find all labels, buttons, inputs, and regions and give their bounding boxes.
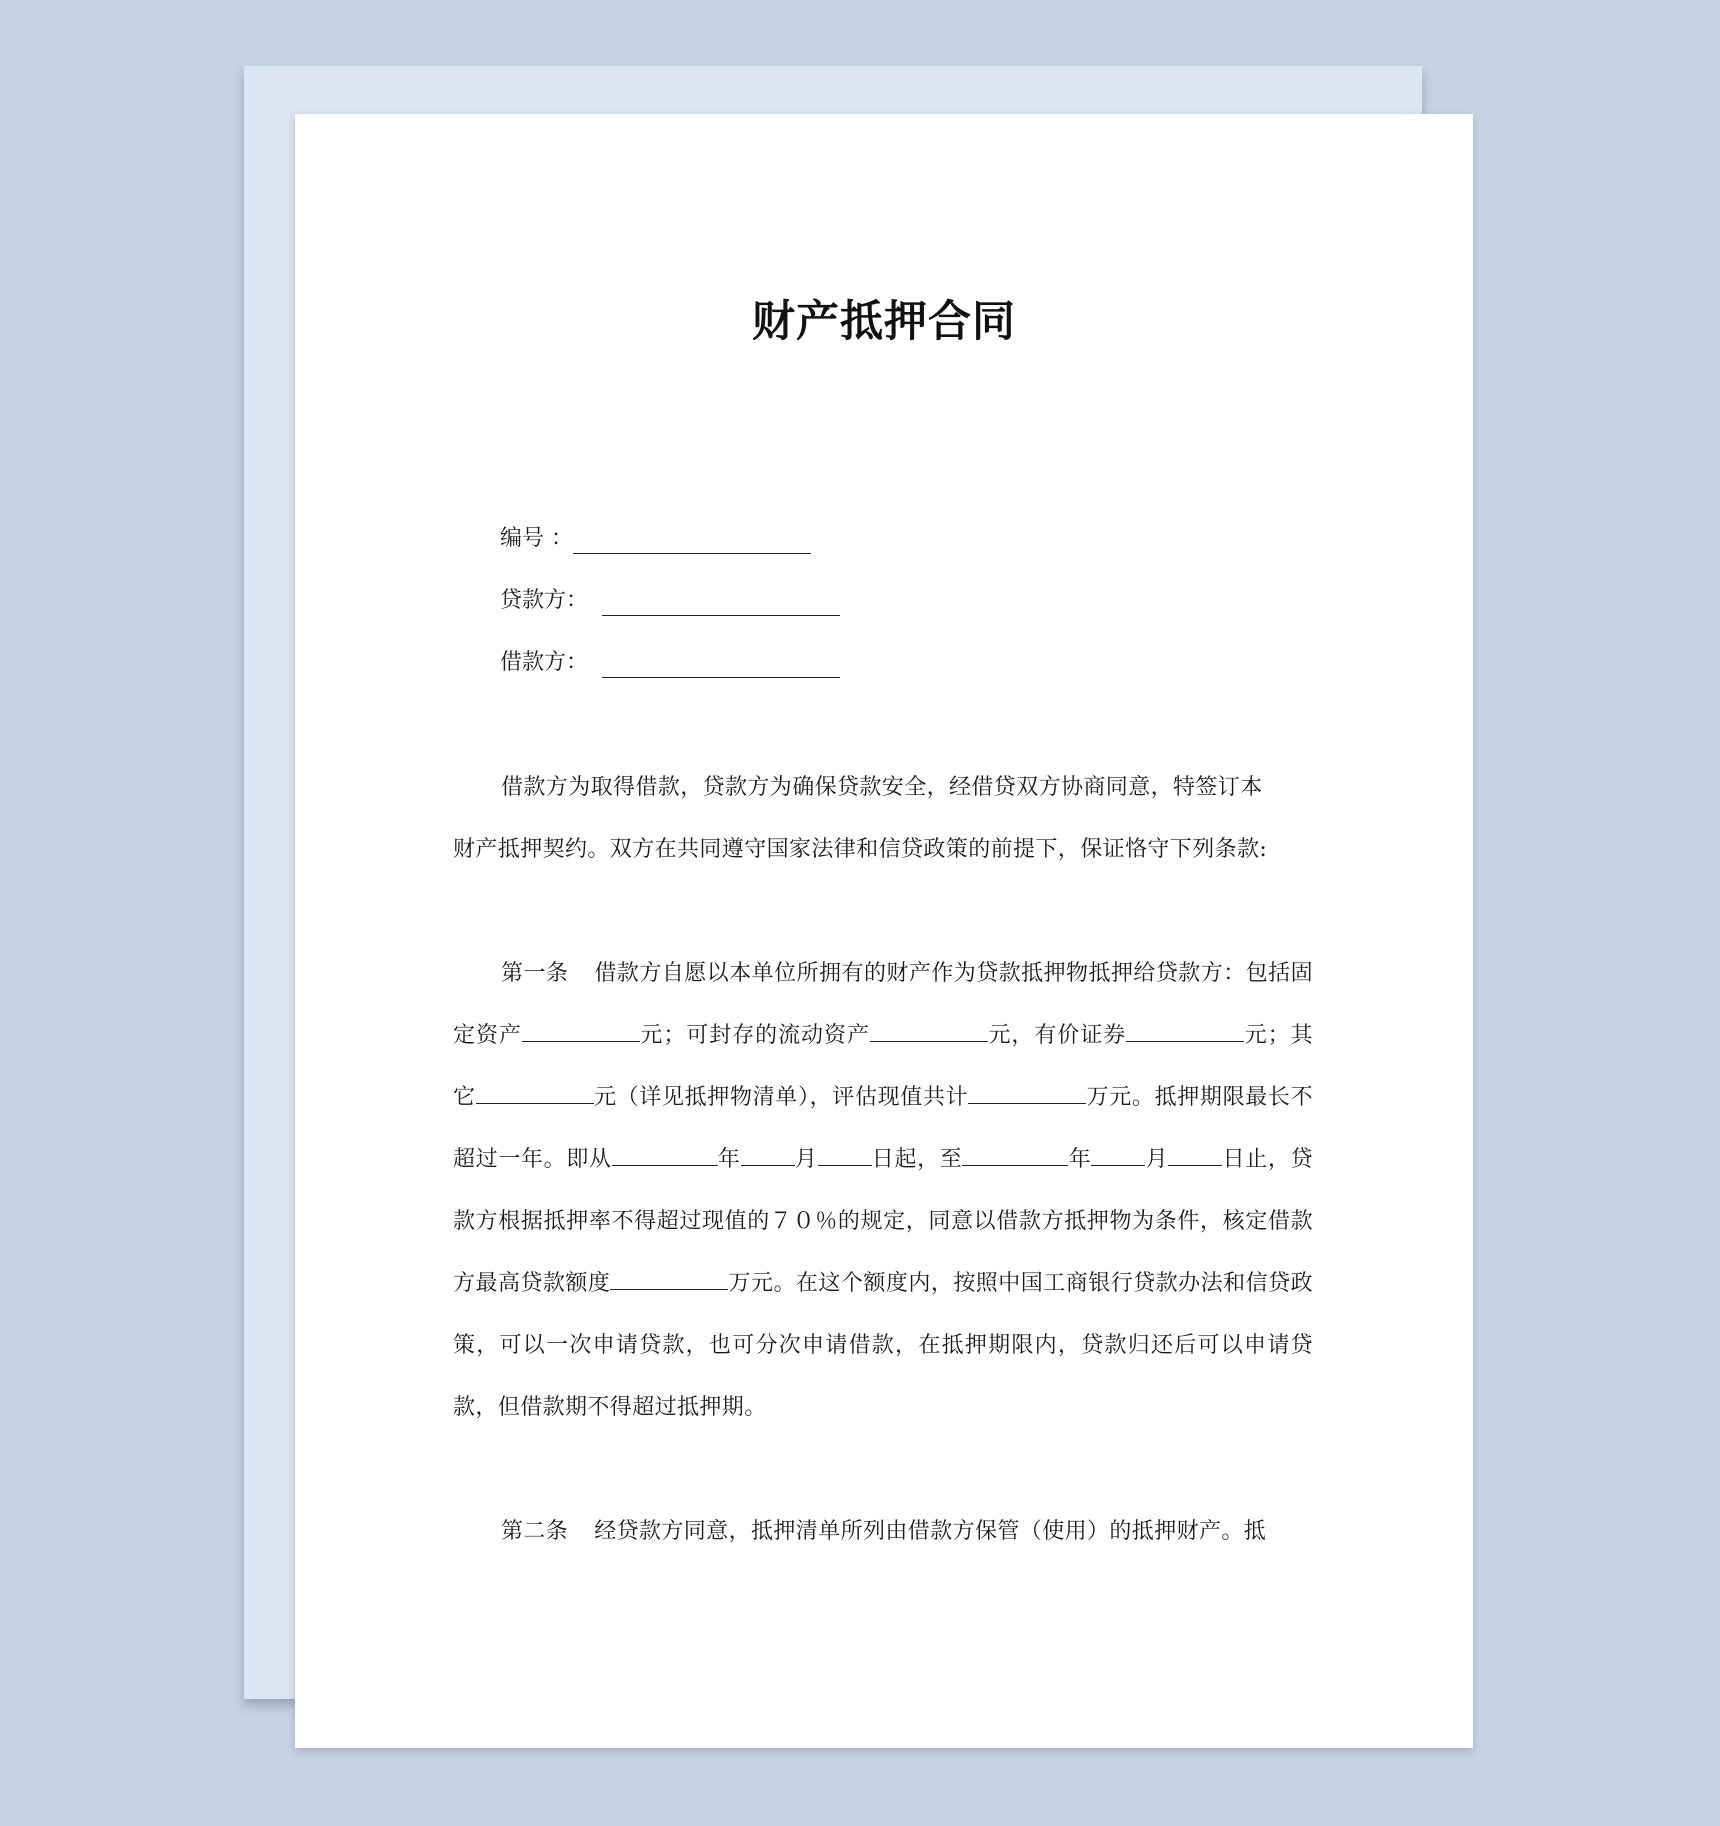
contract-number-field	[500, 524, 811, 554]
article-1-text-13: 万元。在这个额度内，按照中国工商银行贷款办法和信贷政策，可以一次申请贷款，也可分次申请借款，在抵押期限内，贷款归还后可以申请贷款，但借款期不得超过抵押期。	[453, 1271, 1313, 1420]
article-1-text-3: 元，有价证券	[987, 1023, 1127, 1048]
article-1-text-10: 年	[1068, 1147, 1092, 1172]
lender-blank	[602, 587, 840, 616]
lender-field	[500, 586, 840, 616]
article-2-heading: 第二条	[501, 1519, 569, 1544]
article-2-paragraph	[453, 1501, 1313, 1563]
article-1-text-9: 日起，至	[871, 1147, 963, 1172]
article-1-text-12: 日止，贷款方根据抵押率不得超过现值的７０％的规定，同意以借款方抵押物为条件，核定借款方最高贷款额度	[453, 1147, 1313, 1296]
article-1-text-6: 万元。抵押期限最长不超过一年。即从	[453, 1085, 1313, 1172]
article-1-text-7: 年	[717, 1147, 741, 1172]
securities-blank	[1126, 1017, 1244, 1042]
article-1-paragraph	[453, 943, 1313, 1439]
article-1-heading: 第一条	[501, 961, 569, 986]
preamble-line-1: 借款方为取得借款，贷款方为确保贷款安全，经借贷双方协商同意，特签订本	[501, 775, 1263, 800]
start-month-blank	[741, 1141, 795, 1166]
end-year-blank	[962, 1141, 1068, 1166]
valuation-blank	[968, 1079, 1086, 1104]
article-1-text-4: 元；其它	[453, 1023, 1314, 1110]
article-1-text-5: 元（详见抵押物清单），评估现值共计	[593, 1085, 969, 1110]
borrower-field	[500, 648, 840, 678]
article-1-text-11: 月	[1145, 1147, 1169, 1172]
field-label: 贷款方：	[500, 588, 602, 613]
fixed-assets-blank	[522, 1017, 640, 1042]
current-assets-blank	[870, 1017, 988, 1042]
end-month-blank	[1091, 1141, 1145, 1166]
page-title: 财产抵押合同	[752, 297, 1016, 347]
document-page	[295, 114, 1473, 1748]
preamble-paragraph	[453, 757, 1313, 881]
field-label: 编号 ：	[500, 526, 573, 551]
borrower-blank	[602, 649, 840, 678]
article-1-text-8: 月	[794, 1147, 818, 1172]
article-2-text: 经贷款方同意，抵押清单所列由借款方保管（使用）的抵押财产。抵	[594, 1519, 1267, 1544]
article-1-text-2: 元；可封存的流动资产	[639, 1023, 870, 1048]
start-year-blank	[612, 1141, 718, 1166]
article-1-text-1: 借款方自愿以本单位所拥有的财产作为贷款抵押物抵押给贷款方：包括固定资产	[453, 961, 1313, 1048]
contract-number-blank	[573, 525, 811, 554]
end-day-blank	[1168, 1141, 1222, 1166]
other-assets-blank	[476, 1079, 594, 1104]
loan-limit-blank	[610, 1265, 728, 1290]
field-label: 借款方：	[500, 650, 602, 675]
start-day-blank	[818, 1141, 872, 1166]
preamble-line-2: 财产抵押契约。双方在共同遵守国家法律和信贷政策的前提下，保证恪守下列条款:	[453, 837, 1268, 862]
